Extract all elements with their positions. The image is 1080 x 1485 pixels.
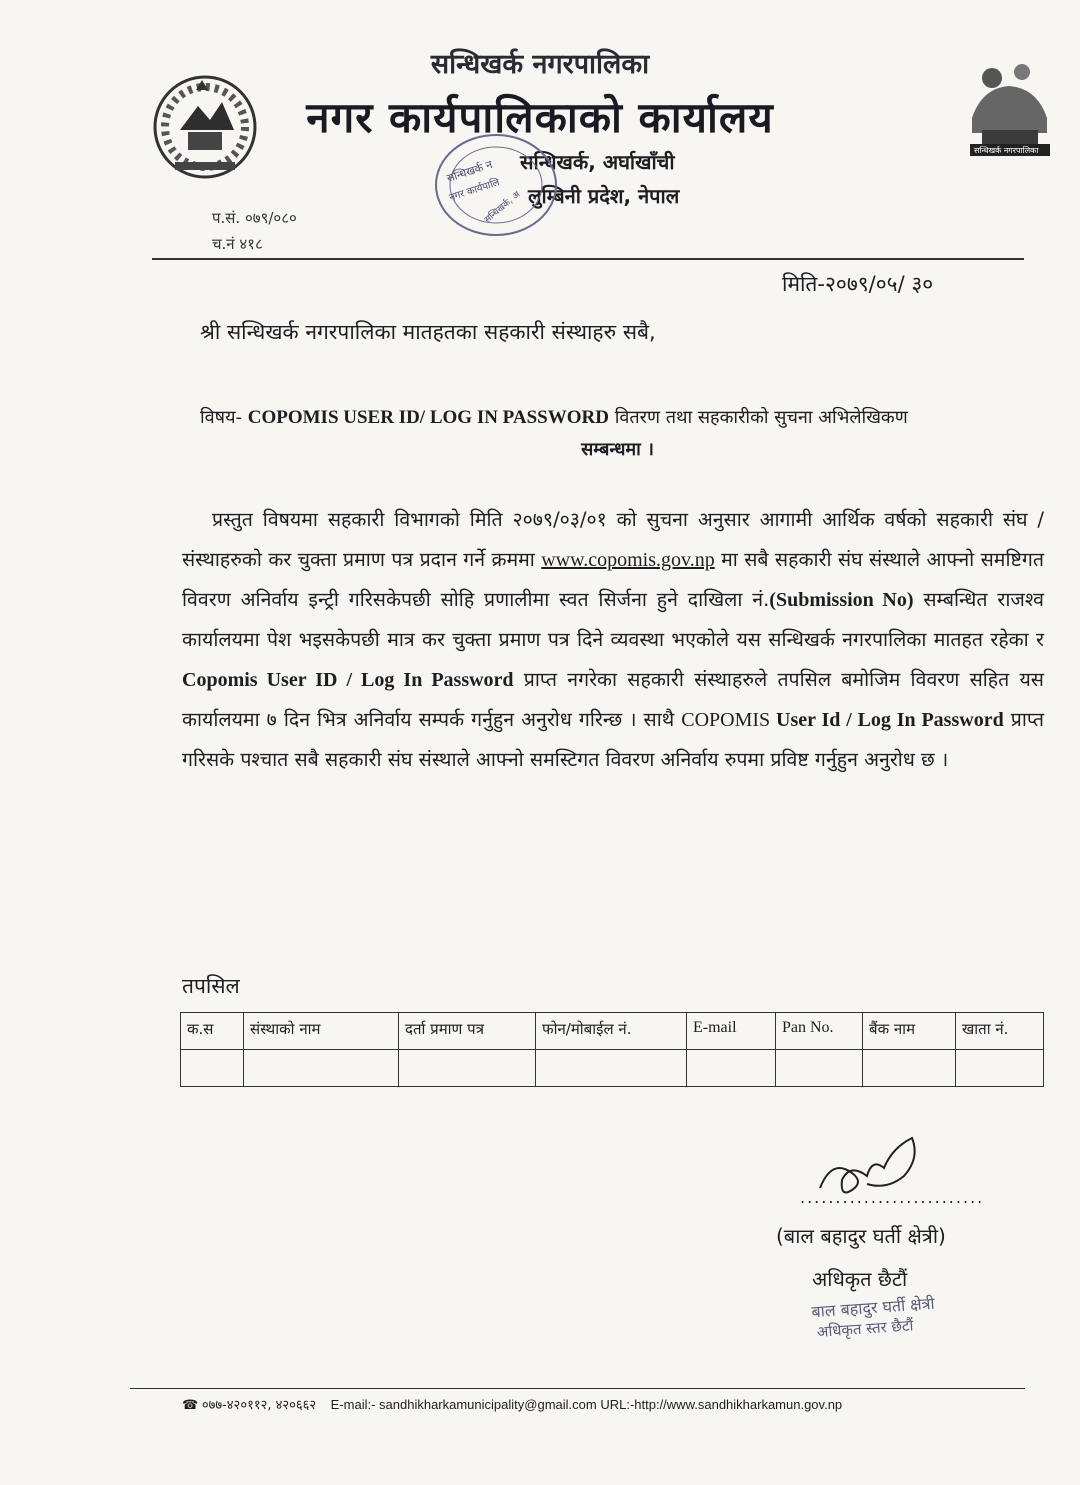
table-header-row	[181, 1013, 1044, 1050]
office-stamp	[432, 130, 560, 240]
copomis-credential: Copomis User ID / Log In Password	[182, 669, 514, 691]
office-name: नगर कार्यपालिकाको कार्यालय	[306, 93, 774, 142]
body-text: सम्बन्धित राजश्व कार्यालयमा पेश भइसकेपछी मात्र कर चुक्ता प्रमाण पत्र दिने व्यवस्था भएकोले यस सन्धिखर्क नगरपालिका मातहत रहेका र	[182, 588, 1044, 651]
stamp-title: अधिकृत स्तर छैटौं	[816, 1316, 914, 1341]
address-line-1: सन्धिखर्क, अर्घाखाँची	[520, 150, 675, 174]
phone-icon: ☎	[182, 1397, 199, 1412]
copomis-credential: User Id / Log In Password	[770, 709, 1004, 731]
stamp-name: बाल बहादुर घर्ती क्षेत्री	[810, 1293, 936, 1322]
recipient: श्री सन्धिखर्क नगरपालिका मातहतका सहकारी संस्थाहरु सबै,	[200, 320, 656, 344]
column-header: क.स	[181, 1013, 244, 1050]
footer-divider	[130, 1388, 1025, 1389]
subject-rest: वितरण तथा सहकारीको सुचना अभिलेखिकण	[608, 407, 908, 428]
signer-name: (बाल बहादुर घर्ती क्षेत्री)	[776, 1224, 946, 1248]
copomis-label: COPOMIS	[681, 709, 771, 731]
subject-en: COPOMIS USER ID/ LOG IN PASSWORD	[247, 407, 609, 428]
municipality-name: सन्धिखर्क नगरपालिका	[430, 49, 650, 80]
letter-date: मिति-२०७९/०५/ ३०	[782, 272, 934, 296]
copomis-link[interactable]: www.copomis.gov.np	[541, 549, 715, 571]
column-header: E-mail	[687, 1013, 776, 1050]
body-text: प्राप्त गरिसके पश्चात सबै सहकारी संघ संस्थाले आफ्नो समस्टिगत विवरण अनिर्वाय रुपमा प्रविष्ट गर्नुहुन अनुरोध छ ।	[182, 708, 1044, 771]
body-text: प्राप्त नगरेका सहकारी संस्थाहरुले तपसिल बमोजिम विवरण सहित यस कार्यालयमा ७ दिन भित्र अनिर्वाय सम्पर्क गर्नुहुन अनुरोध गरिन्छ । साथै	[182, 668, 1044, 731]
stamp-text: सन्धिखर्क, अ	[482, 189, 523, 226]
table-row	[181, 1050, 1044, 1087]
letter-body	[182, 500, 1044, 780]
logo-caption: सन्धिखर्क नगरपालिका	[974, 146, 1039, 155]
schedule-title: तपसिल	[182, 974, 240, 998]
subject-line-2: सम्बन्धमा ।	[581, 439, 654, 460]
column-header: खाता नं.	[956, 1013, 1044, 1050]
footer-email: E-mail:- sandhikharkamunicipality@gmail.com	[330, 1397, 597, 1412]
column-header: बैंक नाम	[863, 1013, 956, 1050]
footer	[182, 1395, 842, 1413]
body-text: मा सबै सहकारी संघ संस्थाले आफ्नो समष्टिगत विवरण अनिर्वाय इन्ट्री गरिसकेपछी सोहि प्रणालीमा स्वत सिर्जना हुने दाखिला नं.	[182, 548, 1044, 611]
body-text: प्रस्तुत विषयमा सहकारी विभागको मिति २०७९/०३/०१ को सुचना अनुसार आगामी आर्थिक वर्षको सहकारी संघ / संस्थाहरुको कर चुक्ता प्रमाण पत्र प्रदान गर्ने क्रममा	[182, 508, 1044, 571]
signature-line: ..........................	[800, 1188, 985, 1207]
column-header: फोन/मोबाईल नं.	[536, 1013, 687, 1050]
column-header: संस्थाको नाम	[244, 1013, 399, 1050]
signer-stamp	[811, 1292, 937, 1343]
signer-title: अधिकृत छैटौं	[812, 1267, 908, 1291]
column-header: दर्ता प्रमाण पत्र	[399, 1013, 536, 1050]
column-header: Pan No.	[776, 1013, 863, 1050]
stamp-text: सन्धिखर्क न	[445, 158, 495, 185]
stamp-text: नगर कार्यपालि	[448, 177, 502, 204]
footer-url[interactable]: URL:-http://www.sandhikharkamun.gov.np	[600, 1397, 843, 1412]
subject-prefix: विषय-	[200, 407, 248, 428]
schedule-table	[180, 1012, 1044, 1087]
address-line-2: लुम्बिनी प्रदेश, नेपाल	[528, 184, 680, 208]
footer-phone: ०७७-४२०११२, ४२०६६२	[201, 1398, 317, 1413]
subject	[200, 402, 1035, 466]
header-divider	[152, 258, 1024, 260]
submission-no: (Submission No)	[769, 589, 914, 611]
fiscal-year-ref: प.सं. ०७९/०८०	[212, 209, 297, 227]
dispatch-number: च.नं ४१८	[212, 235, 263, 253]
